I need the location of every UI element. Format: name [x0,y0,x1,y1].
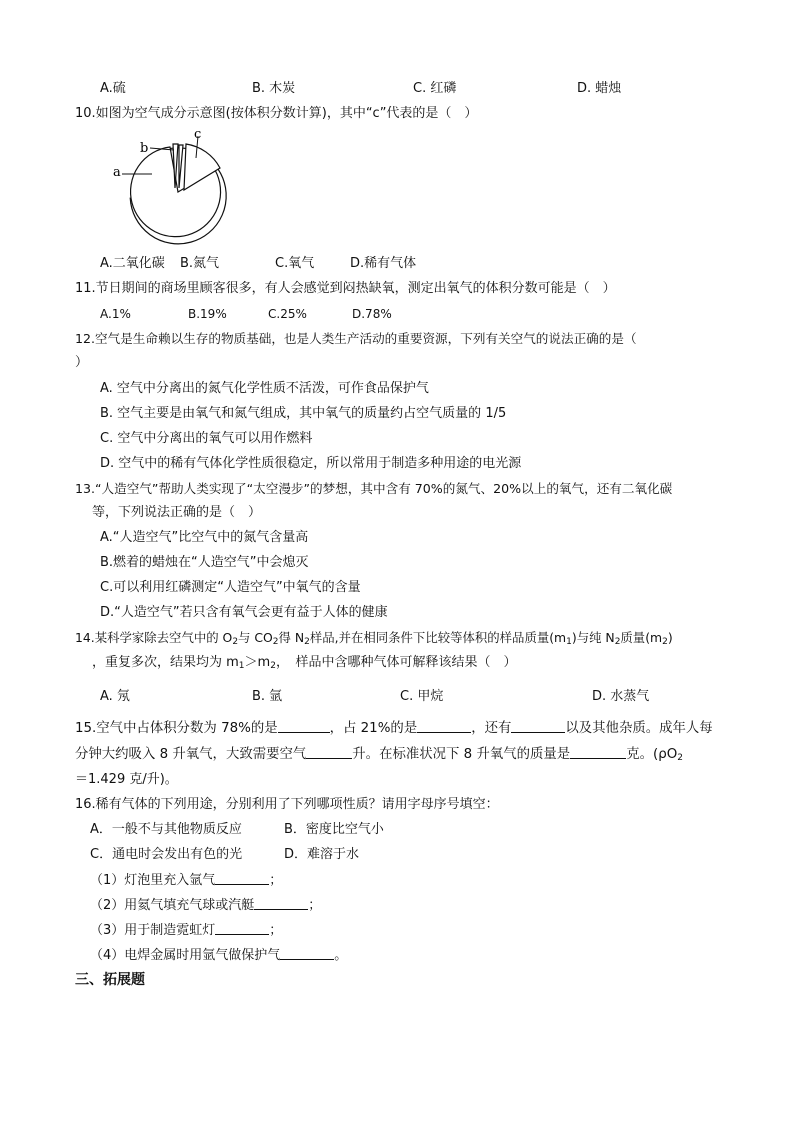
q15-line2: 分钟大约吸入 8 升氧气，大致需要空气 升。在标准状况下 8 升氧气的质量是 克。($\rho O_2$ [75,747,683,763]
q11-option-b: B.19% [188,307,227,321]
q12-option-d: D. 空气中的稀有气体化学性质很稳定，所以常用于制造多种用途的电光源 [100,456,522,471]
q10-option-c: C.氧气 [275,256,315,271]
q9-option-a: A.硫 [100,81,126,96]
air-composition-pie-figure [110,128,240,258]
q13-option-b: B.燃着的蜡烛在“人造空气”中会熄灭 [100,555,309,570]
q10-stem: 10.如图为空气成分示意图(按体积分数计算)，其中“c”代表的是（ ） [75,106,478,121]
q9-option-c: C. 红磷 [413,81,457,96]
q12-stem-cont: ） [75,355,89,370]
q16-blank-3[interactable] [215,922,269,935]
q10-option-a: A.二氧化碳 [100,256,165,271]
q15-blank-5[interactable] [570,746,626,759]
q15-blank-3[interactable] [511,720,565,733]
q11-option-c: C.25% [268,307,307,321]
q14-option-b: B. 氩 [252,689,283,704]
q16-blank-2[interactable] [254,897,308,910]
q16-item-4: （4）电焊金属时用氩气做保护气 。 [90,948,348,963]
q14-stem-cont: ，重复多次，结果均为 $m_1>m_2$， 样品中含哪种气体可解释该结果（ ） [92,655,517,671]
q14-stem: 14.某科学家除去空气中的 $O_2$与 $CO_2$得 $N_2$样品,并在相同条件下比较等体积的样品质量$(m_1)$与纯 $N_2$质量$(m_2)$ [75,630,673,647]
q13-option-c: C.可以利用红磷测定“人造空气”中氧气的含量 [100,580,361,595]
q12-stem: 12.空气是生命赖以生存的物质基础，也是人类生产活动的重要资源，下列有关空气的说法正确的是（ [75,331,637,346]
label-b: b [140,141,149,156]
q13-option-d: D.“人造空气”若只含有氧气会更有益于人体的健康 [100,605,388,620]
q16-prop-a: A．一般不与其他物质反应 [90,822,242,837]
q11-option-a: A.1% [100,307,131,321]
q16-prop-b: B．密度比空气小 [284,822,384,837]
q16-item-1: （1）灯泡里充入氩气 ； [90,873,283,888]
q14-option-c: C. 甲烷 [400,689,444,704]
q16-item-3: （3）用于制造霓虹灯 ； [90,923,283,938]
section-3-heading: 三、拓展题 [75,972,145,988]
q16-blank-4[interactable] [280,947,334,960]
q11-option-d: D.78% [352,307,392,321]
q16-blank-1[interactable] [215,872,269,885]
label-c: c [194,128,202,142]
q16-stem: 16.稀有气体的下列用途，分别利用了下列哪项性质？请用字母序号填空： [75,797,499,812]
label-a: a [113,165,121,180]
q9-option-d: D. 蜡烛 [577,81,622,96]
q9-option-b: B. 木炭 [252,81,296,96]
q13-stem-cont: 等，下列说法正确的是（ ） [92,505,262,520]
q15-blank-4[interactable] [306,746,352,759]
q15-line1: 15.空气中占体积分数为 78%的是 ，占 21%的是 ，还有 以及其他杂质。成年人每 [75,721,713,736]
q16-prop-d: D．难溶于水 [284,847,360,862]
q11-stem: 11.节日期间的商场里顾客很多，有人会感觉到闷热缺氧，测定出氧气的体积分数可能是（ ） [75,281,616,296]
q13-stem: 13.“人造空气”帮助人类实现了“太空漫步”的梦想，其中含有 70%的氮气、20%以上的氧气，还有二氧化碳 [75,481,673,496]
q12-option-c: C. 空气中分离出的氧气可以用作燃料 [100,431,313,446]
q16-item-2: （2）用氦气填充气球或汽艇 ； [90,898,322,913]
q12-option-a: A. 空气中分离出的氮气化学性质不活泼，可作食品保护气 [100,381,429,396]
q13-option-a: A.“人造空气”比空气中的氮气含量高 [100,530,309,545]
q10-option-d: D.稀有气体 [350,256,417,271]
q14-option-d: D. 水蒸气 [592,689,650,704]
q15-line3: ＝1.429 克/升)。 [75,772,178,787]
q15-blank-1[interactable] [278,720,330,733]
q12-option-b: B. 空气主要是由氧气和氮气组成，其中氧气的质量约占空气质量的 1/5 [100,406,507,421]
q10-option-b: B.氮气 [180,256,220,271]
q15-blank-2[interactable] [417,720,471,733]
q14-option-a: A. 氖 [100,689,130,704]
q16-prop-c: C．通电时会发出有色的光 [90,847,243,862]
